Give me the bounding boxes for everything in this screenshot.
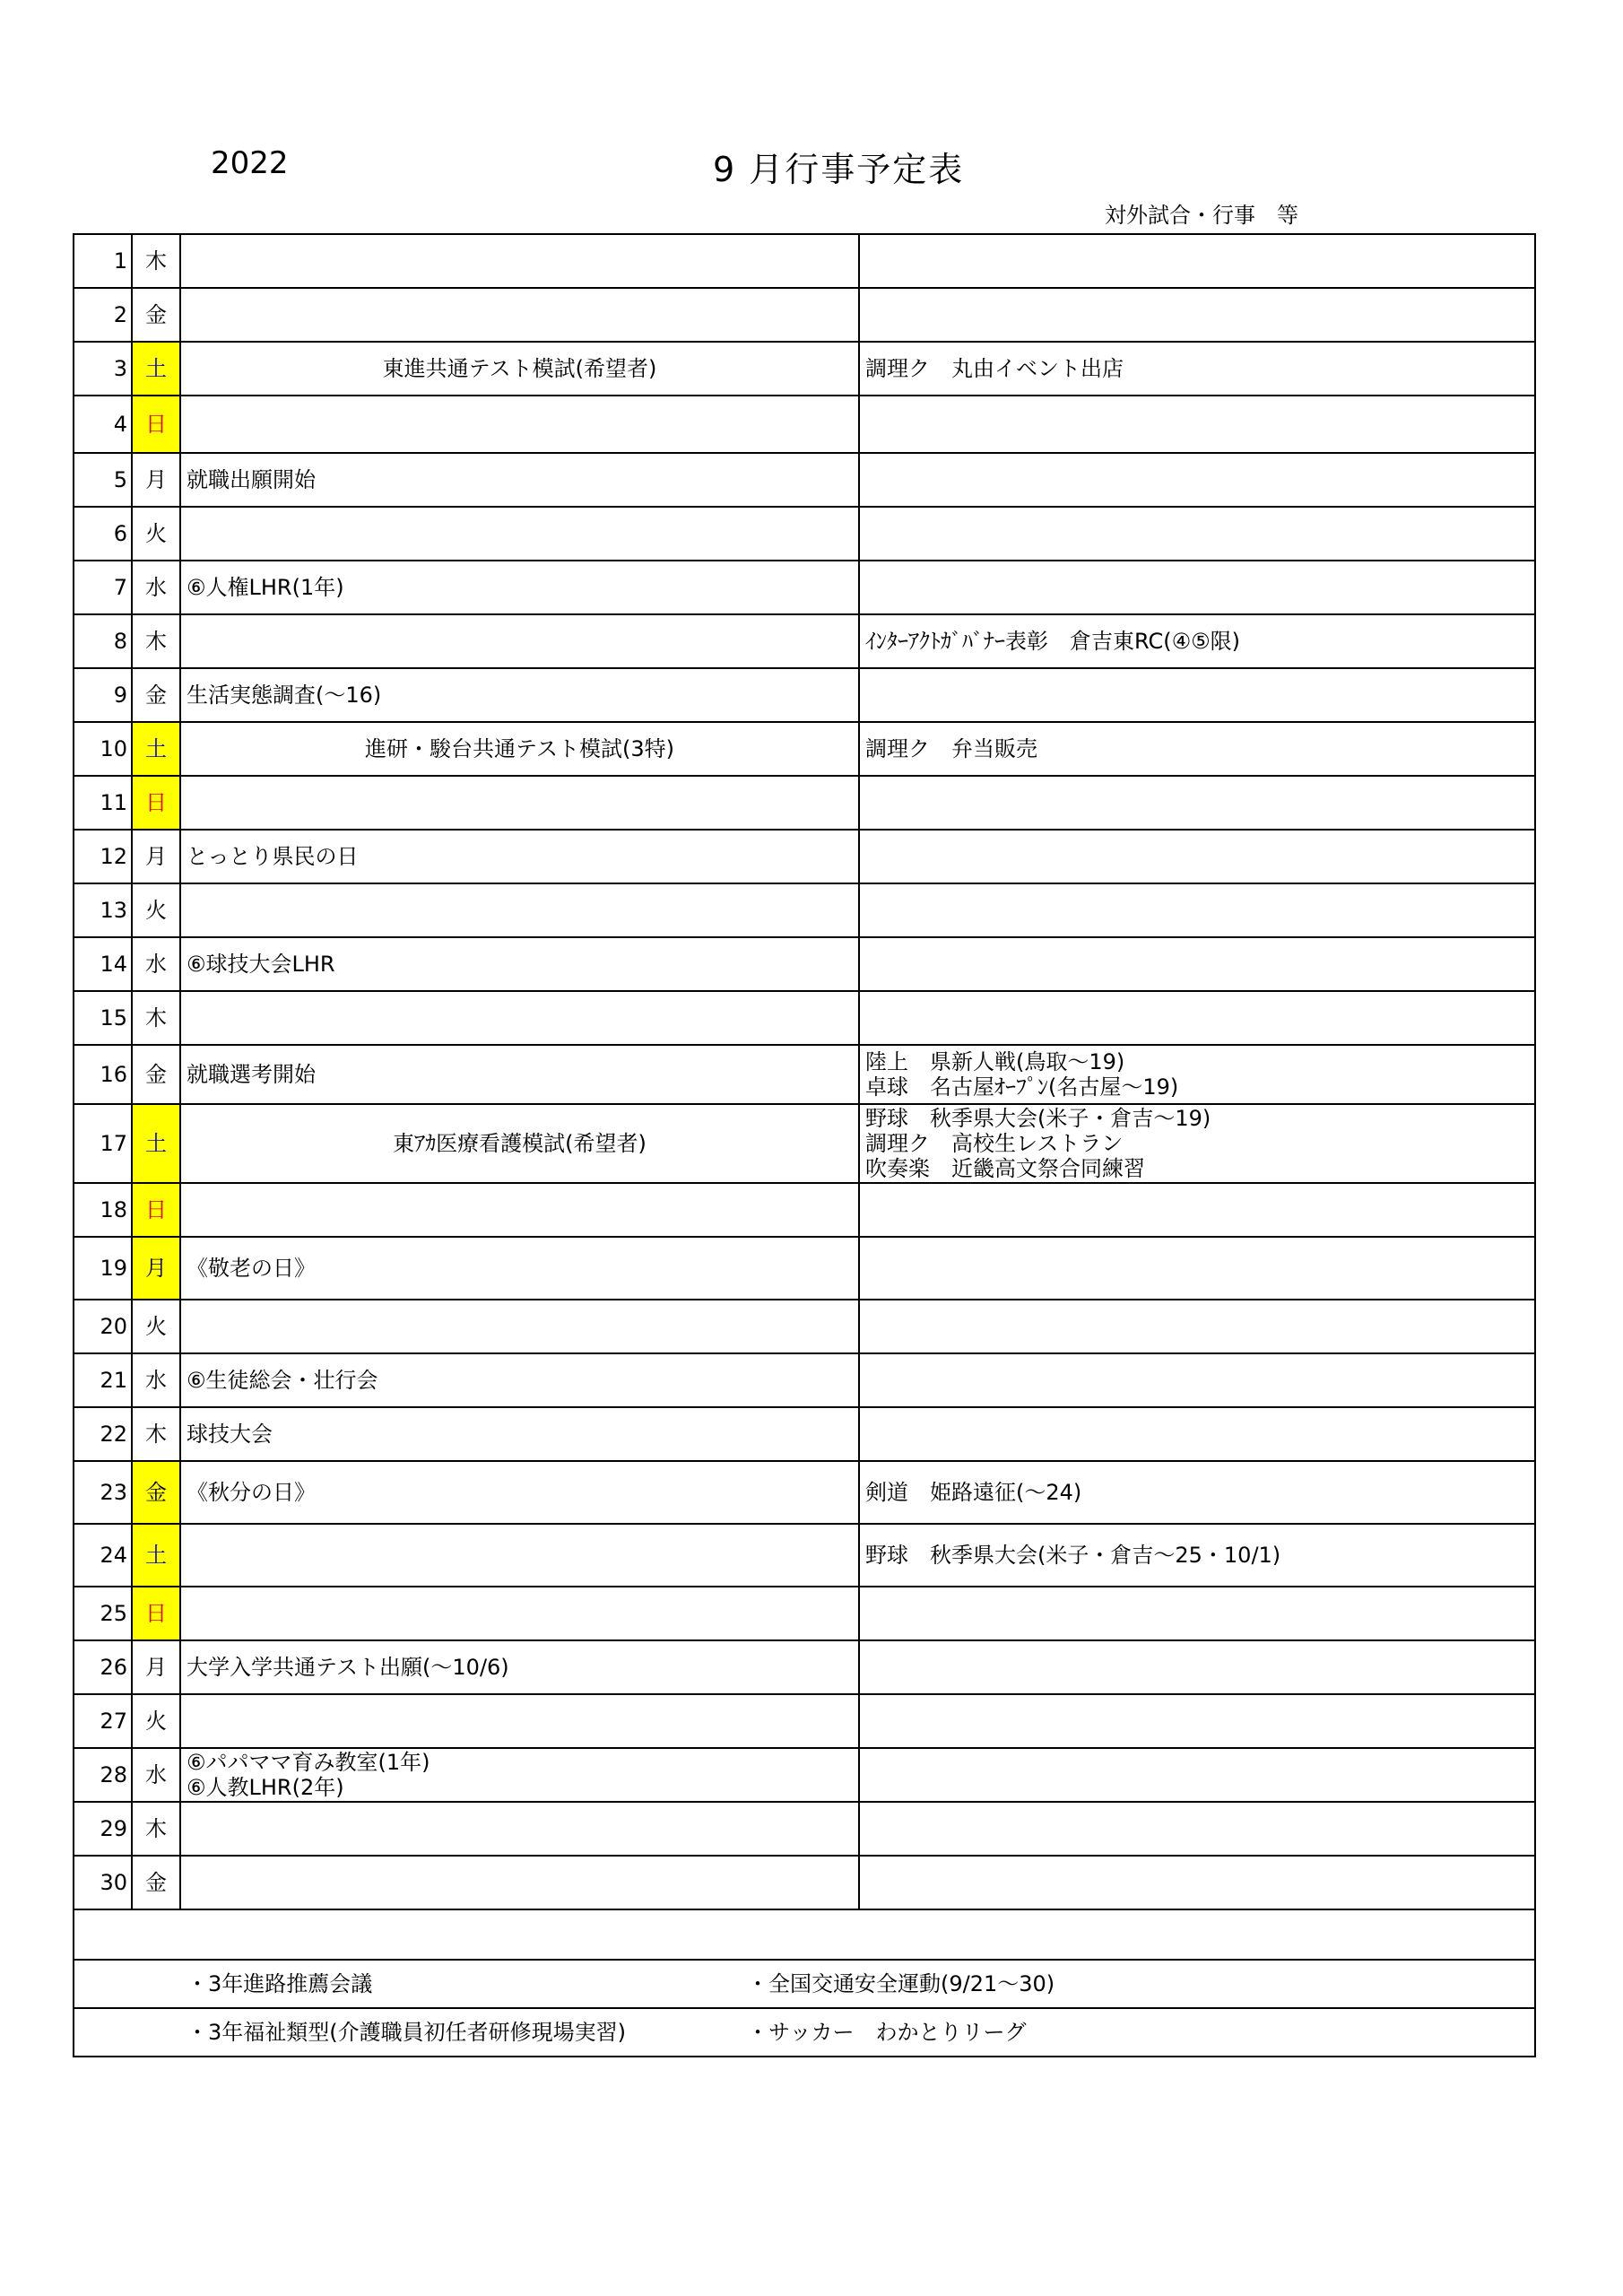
school-event — [180, 1694, 859, 1748]
external-event — [859, 830, 1535, 883]
day-row — [74, 1300, 1535, 1353]
event-line: 《敬老の日》 — [187, 1256, 316, 1281]
day-row — [74, 1587, 1535, 1640]
note-cell — [74, 2008, 1535, 2057]
weekday: 木 — [132, 614, 180, 668]
external-event — [859, 1353, 1535, 1407]
school-event — [180, 614, 859, 668]
school-event — [180, 1183, 859, 1237]
school-event — [180, 453, 859, 507]
school-event — [180, 1856, 859, 1909]
external-line: 吹奏楽 近畿高文祭合同練習 — [865, 1156, 1145, 1181]
day-row — [74, 883, 1535, 937]
external-event — [859, 614, 1535, 668]
external-event — [859, 507, 1535, 561]
day-number: 17 — [74, 1104, 132, 1183]
weekday: 月 — [132, 1237, 180, 1300]
school-event — [180, 1045, 859, 1104]
weekday: 日 — [132, 776, 180, 830]
school-event — [180, 507, 859, 561]
day-row — [74, 1802, 1535, 1856]
external-event — [859, 991, 1535, 1045]
weekday: 水 — [132, 561, 180, 614]
day-number: 25 — [74, 1587, 132, 1640]
day-row — [74, 668, 1535, 722]
day-number: 5 — [74, 453, 132, 507]
note-left: ・3年福祉類型(介護職員初任者研修現場実習) — [187, 2020, 626, 2045]
external-event — [859, 1237, 1535, 1300]
day-row — [74, 1524, 1535, 1587]
note-row — [74, 1960, 1535, 2008]
external-line: 調理ク 弁当販売 — [865, 736, 1037, 761]
event-line: ⑥人権LHR(1年) — [187, 575, 344, 600]
day-number: 28 — [74, 1748, 132, 1802]
external-line: 野球 秋季県大会(米子・倉吉～25・10/1) — [865, 1543, 1281, 1568]
event-line: ⑥球技大会LHR — [187, 952, 335, 977]
school-event — [180, 1802, 859, 1856]
weekday: 水 — [132, 1353, 180, 1407]
external-event — [859, 1587, 1535, 1640]
weekday: 金 — [132, 1045, 180, 1104]
day-number: 18 — [74, 1183, 132, 1237]
weekday: 火 — [132, 1300, 180, 1353]
day-row — [74, 1353, 1535, 1407]
year-label: 2022 — [211, 145, 289, 181]
day-row — [74, 830, 1535, 883]
weekday: 木 — [132, 234, 180, 288]
external-line: 野球 秋季県大会(米子・倉吉～19) — [865, 1106, 1211, 1131]
day-row — [74, 1640, 1535, 1694]
day-number: 3 — [74, 342, 132, 396]
day-number: 19 — [74, 1237, 132, 1300]
note-cell — [74, 1960, 1535, 2008]
weekday: 日 — [132, 1587, 180, 1640]
day-number: 16 — [74, 1045, 132, 1104]
day-row — [74, 1237, 1535, 1300]
weekday: 日 — [132, 1183, 180, 1237]
school-event — [180, 288, 859, 342]
event-line: ⑥パパママ育み教室(1年) — [187, 1750, 430, 1775]
blank-row — [74, 1909, 1535, 1960]
day-number: 6 — [74, 507, 132, 561]
day-number: 12 — [74, 830, 132, 883]
external-line: 調理ク 丸由イベント出店 — [865, 356, 1124, 381]
school-event — [180, 668, 859, 722]
school-event — [180, 937, 859, 991]
external-event — [859, 1524, 1535, 1587]
day-row — [74, 342, 1535, 396]
external-event — [859, 1183, 1535, 1237]
weekday: 土 — [132, 1104, 180, 1183]
external-event — [859, 1461, 1535, 1524]
day-row — [74, 1407, 1535, 1461]
blank-cell — [74, 1909, 1535, 1960]
weekday: 金 — [132, 1856, 180, 1909]
weekday: 金 — [132, 668, 180, 722]
day-number: 10 — [74, 722, 132, 776]
event-line: 就職選考開始 — [187, 1062, 316, 1087]
event-line: 生活実態調査(～16) — [187, 683, 382, 708]
external-line: 調理ク 高校生レストラン — [865, 1131, 1124, 1156]
day-number: 2 — [74, 288, 132, 342]
school-event — [180, 396, 859, 453]
school-event — [180, 776, 859, 830]
weekday: 土 — [132, 342, 180, 396]
school-event — [180, 1237, 859, 1300]
external-event — [859, 937, 1535, 991]
day-number: 9 — [74, 668, 132, 722]
event-line: 大学入学共通テスト出願(～10/6) — [187, 1655, 509, 1680]
weekday: 土 — [132, 1524, 180, 1587]
external-event — [859, 288, 1535, 342]
school-event — [180, 722, 859, 776]
external-event — [859, 883, 1535, 937]
school-event — [180, 1104, 859, 1183]
day-number: 30 — [74, 1856, 132, 1909]
day-number: 20 — [74, 1300, 132, 1353]
note-right: ・サッカー わかとりリーグ — [747, 2020, 1027, 2045]
external-event — [859, 1104, 1535, 1183]
day-row — [74, 1694, 1535, 1748]
day-number: 7 — [74, 561, 132, 614]
day-number: 13 — [74, 883, 132, 937]
external-event — [859, 234, 1535, 288]
school-event — [180, 1587, 859, 1640]
day-row — [74, 288, 1535, 342]
external-event — [859, 1407, 1535, 1461]
day-row — [74, 507, 1535, 561]
external-event — [859, 1748, 1535, 1802]
day-row — [74, 1748, 1535, 1802]
external-line: 陸上 県新人戦(鳥取～19) — [865, 1049, 1125, 1074]
day-row — [74, 991, 1535, 1045]
external-event — [859, 342, 1535, 396]
external-event — [859, 1856, 1535, 1909]
day-row — [74, 234, 1535, 288]
school-event — [180, 991, 859, 1045]
external-column-heading: 対外試合・行事 等 — [1105, 203, 1298, 228]
day-number: 14 — [74, 937, 132, 991]
day-number: 29 — [74, 1802, 132, 1856]
external-event — [859, 668, 1535, 722]
weekday: 木 — [132, 1407, 180, 1461]
weekday: 木 — [132, 991, 180, 1045]
external-event — [859, 453, 1535, 507]
event-line: 東ｱｶ医療看護模試(希望者) — [393, 1131, 647, 1156]
day-number: 4 — [74, 396, 132, 453]
day-row — [74, 722, 1535, 776]
school-event — [180, 1461, 859, 1524]
event-line: 《秋分の日》 — [187, 1480, 316, 1505]
day-number: 11 — [74, 776, 132, 830]
external-event — [859, 561, 1535, 614]
day-row — [74, 1461, 1535, 1524]
weekday: 水 — [132, 1748, 180, 1802]
day-number: 15 — [74, 991, 132, 1045]
day-row — [74, 396, 1535, 453]
weekday: 金 — [132, 288, 180, 342]
external-event — [859, 722, 1535, 776]
school-event — [180, 1524, 859, 1587]
day-row — [74, 1045, 1535, 1104]
external-event — [859, 1802, 1535, 1856]
weekday: 水 — [132, 937, 180, 991]
event-line: 球技大会 — [187, 1422, 273, 1447]
external-event — [859, 1300, 1535, 1353]
event-line: ⑥生徒総会・壮行会 — [187, 1368, 378, 1393]
weekday: 金 — [132, 1461, 180, 1524]
external-line: ｲﾝﾀｰｱｸﾄｶﾞﾊﾞﾅｰ表彰 倉吉東RC(④⑤限) — [865, 629, 1240, 654]
external-event — [859, 1694, 1535, 1748]
note-row — [74, 2008, 1535, 2057]
day-number: 21 — [74, 1353, 132, 1407]
day-row — [74, 1104, 1535, 1183]
weekday: 火 — [132, 507, 180, 561]
weekday: 月 — [132, 830, 180, 883]
weekday: 土 — [132, 722, 180, 776]
school-event — [180, 1748, 859, 1802]
weekday: 日 — [132, 396, 180, 453]
event-line: ⑥人教LHR(2年) — [187, 1775, 344, 1800]
day-row — [74, 1183, 1535, 1237]
school-event — [180, 1640, 859, 1694]
weekday: 月 — [132, 453, 180, 507]
school-event — [180, 830, 859, 883]
day-row — [74, 937, 1535, 991]
note-left: ・3年進路推薦会議 — [187, 1971, 373, 1996]
note-right: ・全国交通安全運動(9/21～30) — [747, 1971, 1055, 1996]
school-event — [180, 342, 859, 396]
day-row — [74, 1856, 1535, 1909]
event-line: 東進共通テスト模試(希望者) — [382, 356, 657, 381]
day-row — [74, 614, 1535, 668]
day-number: 27 — [74, 1694, 132, 1748]
weekday: 月 — [132, 1640, 180, 1694]
external-line: 剣道 姫路遠征(～24) — [865, 1480, 1082, 1505]
school-event — [180, 561, 859, 614]
school-event — [180, 234, 859, 288]
schedule-table — [73, 233, 1536, 2057]
external-event — [859, 1045, 1535, 1104]
external-event — [859, 776, 1535, 830]
weekday: 火 — [132, 1694, 180, 1748]
day-number: 1 — [74, 234, 132, 288]
day-row — [74, 453, 1535, 507]
external-event — [859, 1640, 1535, 1694]
day-row — [74, 561, 1535, 614]
day-number: 23 — [74, 1461, 132, 1524]
school-event — [180, 883, 859, 937]
day-number: 8 — [74, 614, 132, 668]
school-event — [180, 1353, 859, 1407]
page-title: 9 月行事予定表 — [713, 150, 965, 189]
weekday: 火 — [132, 883, 180, 937]
event-line: 進研・駿台共通テスト模試(3特) — [364, 736, 675, 761]
school-event — [180, 1300, 859, 1353]
day-number: 24 — [74, 1524, 132, 1587]
weekday: 木 — [132, 1802, 180, 1856]
external-event — [859, 396, 1535, 453]
event-line: 就職出願開始 — [187, 467, 316, 492]
school-event — [180, 1407, 859, 1461]
day-row — [74, 776, 1535, 830]
day-number: 26 — [74, 1640, 132, 1694]
event-line: とっとり県民の日 — [187, 844, 359, 869]
external-line: 卓球 名古屋ｵｰﾌﾟﾝ(名古屋～19) — [865, 1074, 1179, 1100]
day-number: 22 — [74, 1407, 132, 1461]
